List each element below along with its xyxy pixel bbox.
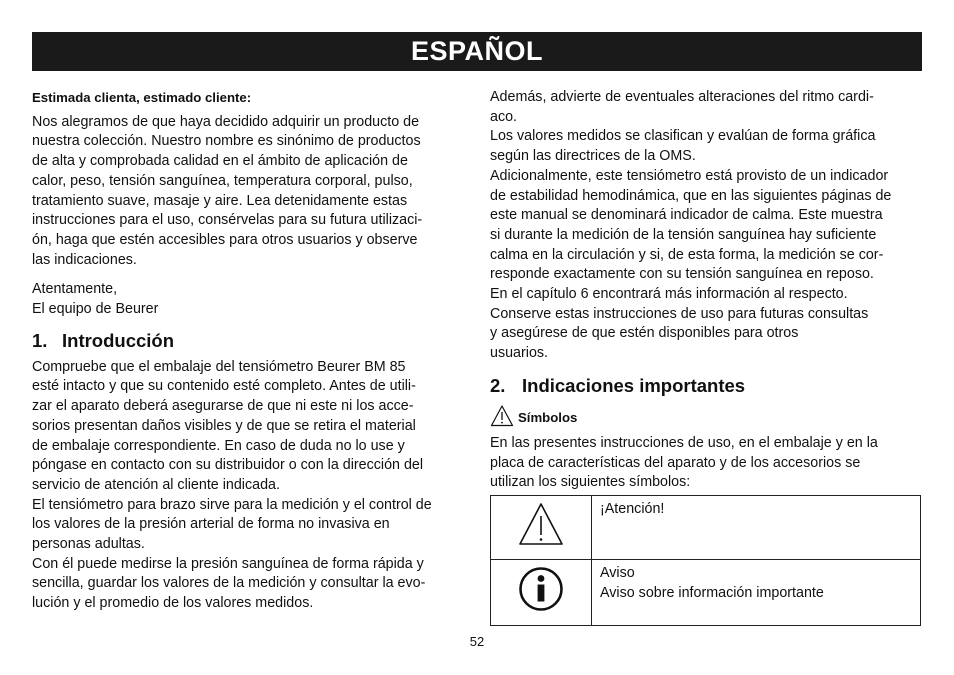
text-line: Compruebe que el embalaje del tensiómetro Beurer BM 85	[32, 358, 406, 375]
section-number: 1.	[32, 329, 48, 351]
text-line: Aviso sobre información importante	[600, 584, 824, 601]
warning-triangle-icon	[517, 501, 565, 547]
symbols-table	[490, 495, 921, 626]
text-line: Además, advierte de eventuales alteraciones del ritmo cardi-	[490, 89, 874, 105]
text-line: este manual se denominará indicador de calma. Este muestra	[490, 207, 883, 224]
text-line: lución y el promedio de los valores medidos.	[32, 595, 314, 612]
text-line: tratamiento suave, masaje y aire. Lea detenidamente estas	[32, 192, 408, 209]
symbols-intro	[490, 434, 924, 493]
text-line: utilizan los siguientes símbolos:	[490, 474, 691, 491]
text-line: Con él puede medirse la presión sanguínea de forma rápida y	[32, 555, 424, 572]
left-column	[32, 88, 462, 614]
text-line: servicio de atención al cliente indicada.	[32, 476, 280, 493]
text-line: las indicaciones.	[32, 251, 137, 268]
text-line: ón, haga que estén accesibles para otros usuarios y observe	[32, 231, 418, 248]
symbol-cell	[491, 495, 592, 559]
text-line: En el capítulo 6 encontrará más información al respecto.	[490, 286, 848, 303]
text-line: En las presentes instrucciones de uso, en el embalaje y en la	[490, 434, 878, 451]
symbols-subheading	[490, 402, 924, 428]
symbol-description	[592, 495, 921, 559]
text-line: aco.	[490, 108, 518, 125]
text-line: de alta y comprobada calidad en el ámbito de aplicación de	[32, 153, 408, 170]
text-line: usuarios.	[490, 345, 549, 362]
text-line: Los valores medidos se clasifican y evalúan de forma gráfica	[490, 128, 876, 145]
table-row	[491, 559, 921, 625]
text-line: Aviso	[600, 564, 635, 581]
section-number: 2.	[490, 374, 506, 396]
text-line: calor, peso, tensión sanguínea, temperatura corporal, pulso,	[32, 172, 413, 189]
text-line: de estabilidad hemodinámica, que en las siguientes páginas de	[490, 187, 892, 204]
signature-line: El equipo de Beurer	[32, 301, 159, 318]
text-line: según las directrices de la OMS.	[490, 148, 696, 165]
closing-line: Atentamente,	[32, 281, 118, 298]
section-1-body	[32, 358, 462, 614]
intro-paragraph	[32, 113, 462, 271]
section-title: Indicaciones importantes	[522, 374, 746, 396]
text-line: instrucciones para el uso, consérvelas para su futura utilizaci-	[32, 212, 423, 229]
section-title: Introducción	[62, 329, 175, 351]
text-line: nuestra colección. Nuestro nombre es sinónimo de productos	[32, 133, 421, 150]
warning-triangle-icon	[490, 404, 514, 428]
text-line: Adicionalmente, este tensiómetro está provisto de un indicador	[490, 167, 889, 184]
text-line: calma en la circulación y si, de esta forma, la medición se cor-	[490, 246, 884, 263]
text-line: póngase en contacto con su distribuidor o con la dirección del	[32, 457, 424, 474]
symbol-description	[592, 559, 921, 625]
text-line: responde exactamente con su tensión sanguínea en reposo.	[490, 266, 874, 283]
text-line: Conserve estas instrucciones de uso para futuras consultas	[490, 305, 869, 322]
text-line: Nos alegramos de que haya decidido adquirir un producto de	[32, 113, 420, 130]
text-line: sencilla, guardar los valores de la medición y consultar la evo-	[32, 575, 426, 592]
symbol-cell	[491, 559, 592, 625]
text-line: y asegúrese de que estén disponibles para otros	[490, 325, 799, 342]
section-1-heading	[32, 329, 462, 353]
banner-title: ESPAÑOL	[410, 36, 543, 66]
text-line: El tensiómetro para brazo sirve para la medición y el control de	[32, 496, 432, 513]
text-line: esté intacto y que su contenido esté completo. Antes de utili-	[32, 378, 416, 395]
text-line: los valores de la presión arterial de forma no invasiva en	[32, 516, 390, 533]
text-line: ¡Atención!	[600, 500, 665, 517]
info-circle-icon	[517, 565, 565, 613]
text-line: si durante la medición de la tensión sanguínea hay suficiente	[490, 226, 877, 243]
continued-paragraph	[490, 88, 924, 364]
text-line: zar el aparato deberá asegurarse de que ni este ni los acce-	[32, 398, 414, 415]
closing	[32, 280, 462, 319]
text-line: sorios presentan daños visibles y de que se retira el material	[32, 417, 416, 434]
greeting: Estimada clienta, estimado cliente:	[32, 90, 252, 105]
page-number: 52	[469, 634, 485, 649]
text-line: placa de características del aparato y de los accesorios se	[490, 454, 861, 471]
right-column	[490, 88, 924, 626]
language-banner	[32, 32, 922, 71]
text-line: personas adultas.	[32, 536, 145, 553]
symbols-heading: Símbolos	[518, 410, 578, 426]
table-row	[491, 495, 921, 559]
text-line: de embalaje correspondiente. En caso de duda no lo use y	[32, 437, 405, 454]
section-2-heading	[490, 374, 924, 398]
